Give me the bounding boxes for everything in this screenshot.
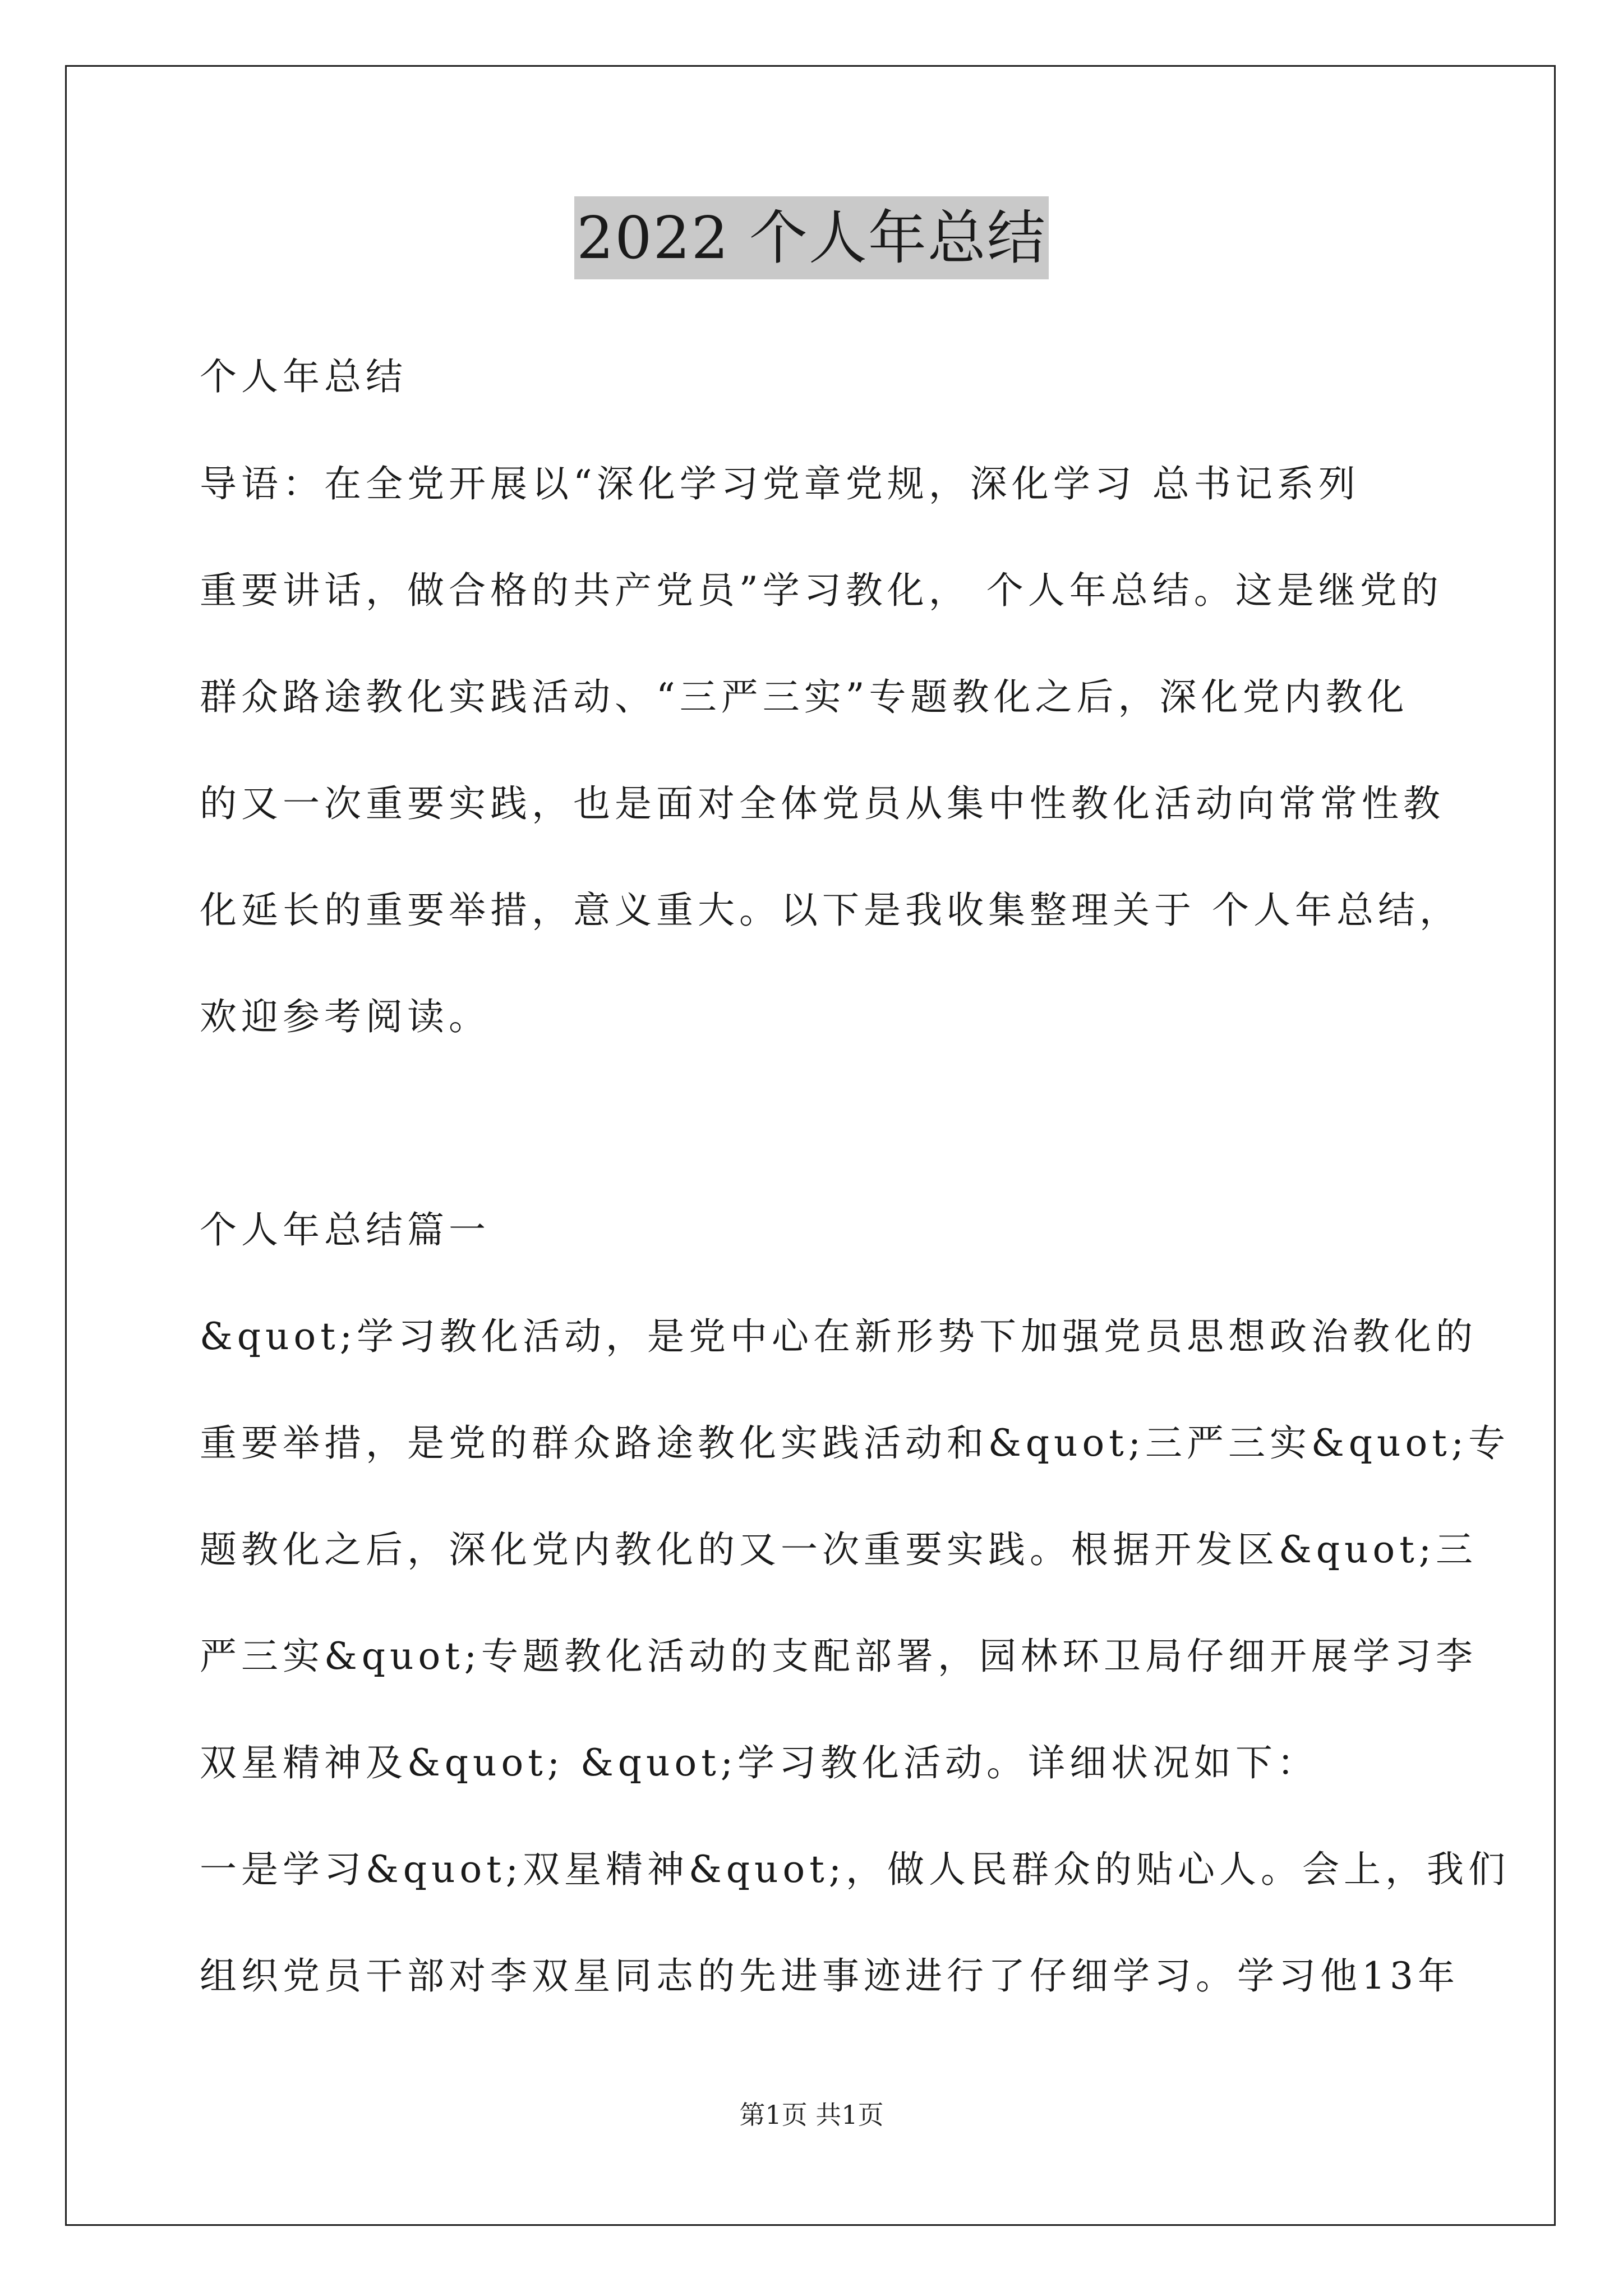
paragraph-line: 题教化之后，深化党内教化的又一次重要实践。根据开发区&quot;三 [200,1528,1477,1571]
paragraph-line: 重要讲话，做合格的共产党员”学习教化， 个人年总结。这是继党的 [200,569,1443,612]
paragraph-line: 导语：在全党开展以“深化学习党章党规，深化学习 总书记系列 [200,462,1360,505]
paragraph-line: 的又一次重要实践，也是面对全体党员从集中性教化活动向常常性教 [200,782,1445,825]
paragraph-line: 化延长的重要举措，意义重大。以下是我收集整理关于 个人年总结， [200,889,1461,932]
paragraph-line: 一是学习&quot;双星精神&quot;，做人民群众的贴心人。会上，我们 [200,1848,1510,1891]
document-title: 2022 个人年总结 [574,196,1049,279]
page-footer: 第1页 共1页 [739,2100,884,2130]
paragraph-line: 欢迎参考阅读。 [200,995,490,1038]
paragraph-line: &quot;学习教化活动，是党中心在新形势下加强党员思想政治教化的 [200,1315,1477,1358]
paragraph-line: 双星精神及&quot; &quot;学习教化活动。详细状况如下： [200,1741,1318,1784]
paragraph-line: 严三实&quot;专题教化活动的支配部署，园林环卫局仔细开展学习李 [200,1635,1477,1678]
document-title-wrap [0,196,1623,279]
paragraph-line: 组织党员干部对李双星同志的先进事迹进行了仔细学习。学习他13年 [200,1954,1459,1998]
paragraph-line: 群众路途教化实践活动、“三严三实”专题教化之后，深化党内教化 [200,675,1409,719]
section-heading-intro: 个人年总结 [200,355,407,398]
section-heading-part-one: 个人年总结篇一 [200,1208,490,1251]
paragraph-line: 重要举措，是党的群众路途教化实践活动和&quot;三严三实&quot;专 [200,1421,1510,1465]
